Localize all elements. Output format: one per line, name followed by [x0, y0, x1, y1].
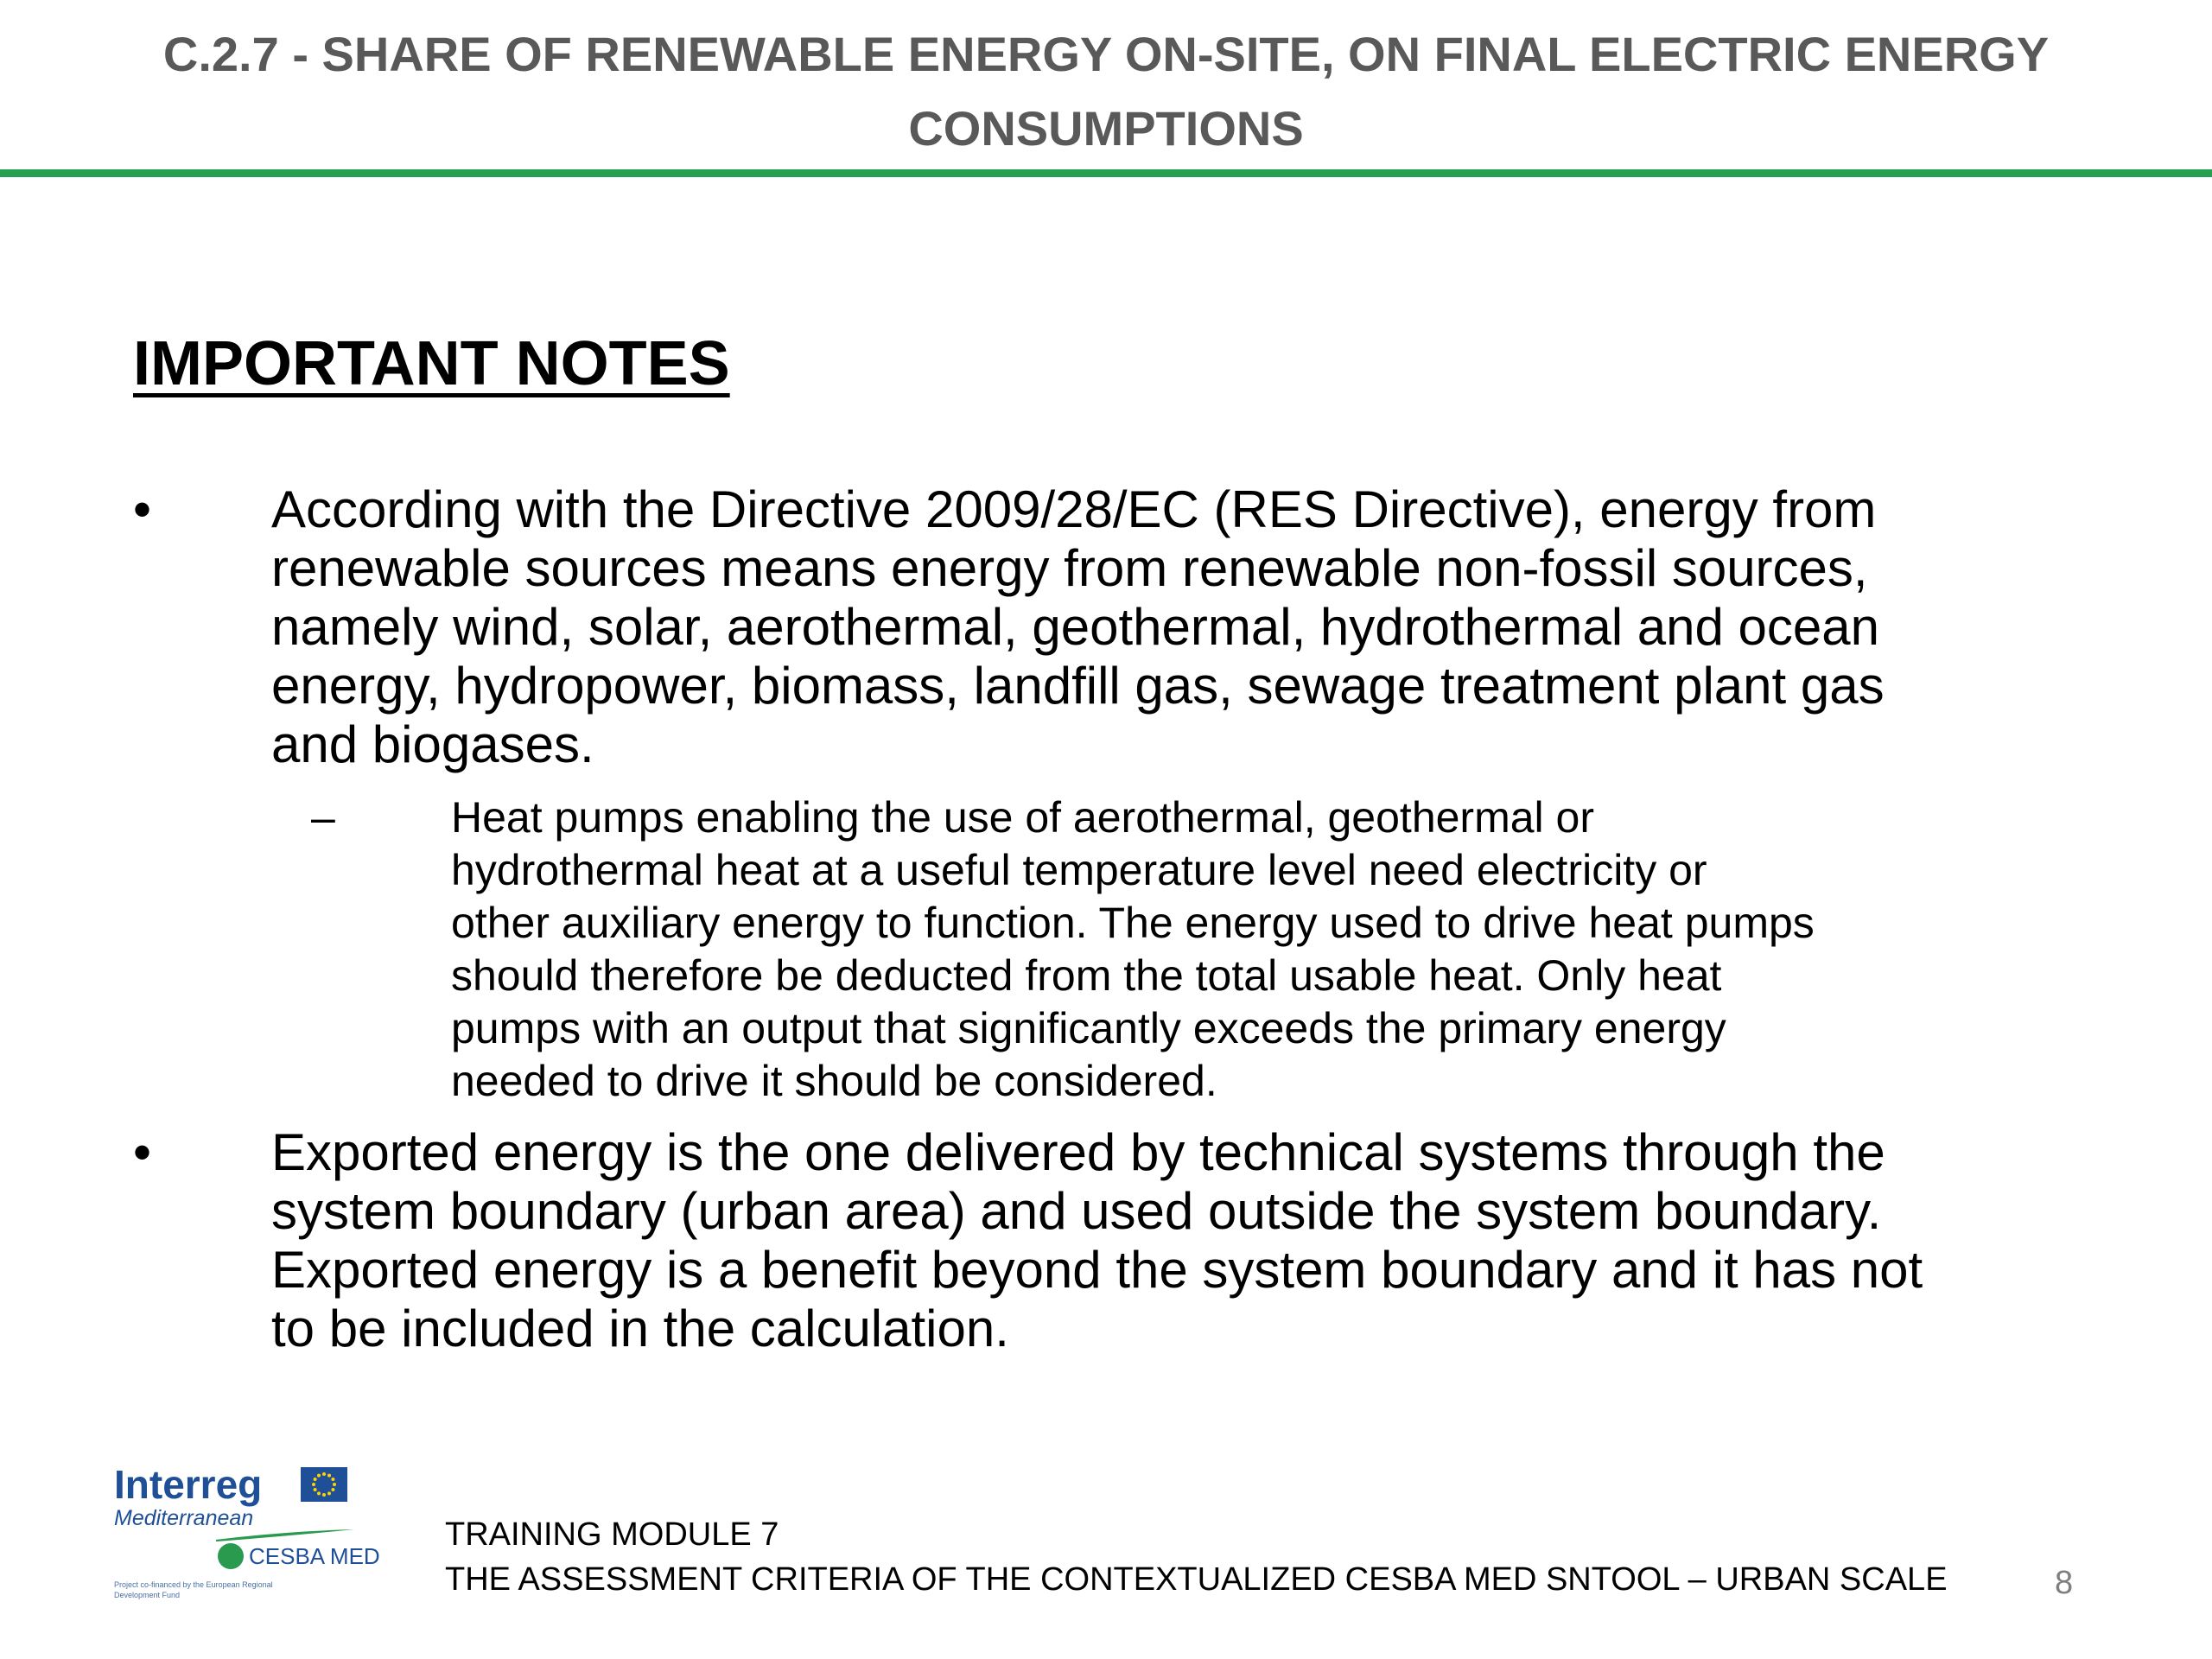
sub-bullet-line: should therefore be deducted from the total usable heat. Only heat — [451, 951, 1722, 1000]
sub-bullet-line: needed to drive it should be considered. — [451, 1057, 1217, 1105]
sub-bullet-line: pumps with an output that significantly exceeds the primary energy — [451, 1004, 1726, 1052]
bullet-marker-1: • — [133, 480, 152, 538]
interreg-wordmark: Interreg — [114, 1462, 263, 1507]
section-heading: IMPORTANT NOTES — [133, 329, 730, 398]
cesba-leaf-icon — [218, 1543, 244, 1569]
footer-subtitle: THE ASSESSMENT CRITERIA OF THE CONTEXTUALIZED CESBA MED SNTOOL – URBAN SCALE — [445, 1561, 1948, 1598]
sub-bullet-line: other auxiliary energy to function. The energy used to drive heat pumps — [451, 899, 1815, 947]
sub-bullet-line: Heat pumps enabling the use of aerothermal, geothermal or — [451, 793, 1594, 842]
sub-bullet-line: hydrothermal heat at a useful temperature level need electricity or — [451, 846, 1707, 894]
slide-title — [69, 17, 2143, 166]
cesba-med-wordmark: CESBA MED — [249, 1543, 380, 1569]
bullet-1-line: According with the Directive 2009/28/EC (RES Directive), energy from — [271, 480, 1877, 538]
title-divider — [0, 169, 2212, 177]
bullet-2-text — [271, 1123, 2086, 1358]
bullet-1-line: and biogases. — [271, 715, 594, 773]
eu-flag-icon — [301, 1467, 347, 1502]
bullet-marker-2: • — [133, 1123, 152, 1181]
slide-title-line1: C.2.7 - SHARE OF RENEWABLE ENERGY ON-SITE, ON FINAL ELECTRIC ENERGY — [162, 27, 2050, 81]
mediterranean-wordmark: Mediterranean — [114, 1506, 254, 1530]
slide-title-line2: CONSUMPTIONS — [908, 101, 1304, 156]
green-swoosh-icon — [216, 1529, 354, 1541]
bullet-2-line: to be included in the calculation. — [271, 1300, 1009, 1357]
page-number: 8 — [2055, 1565, 2074, 1601]
bullet-2-line: Exported energy is a benefit beyond the system boundary and it has not — [271, 1241, 1923, 1299]
bullet-2-line: system boundary (urban area) and used outside the system boundary. — [271, 1182, 1882, 1240]
interreg-cesba-logo — [112, 1460, 389, 1616]
sub-bullet-text — [451, 791, 2093, 1108]
bullet-1-text — [271, 480, 2086, 774]
bullet-1-line: renewable sources means energy from renewable non-fossil sources, — [271, 539, 1868, 597]
bullet-1-line: namely wind, solar, aerothermal, geothermal, hydrothermal and ocean — [271, 598, 1879, 656]
bullet-2-line: Exported energy is the one delivered by technical systems through the — [271, 1123, 1885, 1181]
bullet-1-line: energy, hydropower, biomass, landfill gas, sewage treatment plant gas — [271, 657, 1885, 715]
sub-bullet-marker: – — [311, 793, 335, 842]
cofinance-note: Project co-financed by the European Regional Development Fund — [114, 1580, 273, 1599]
footer-module: TRAINING MODULE 7 — [445, 1516, 779, 1553]
